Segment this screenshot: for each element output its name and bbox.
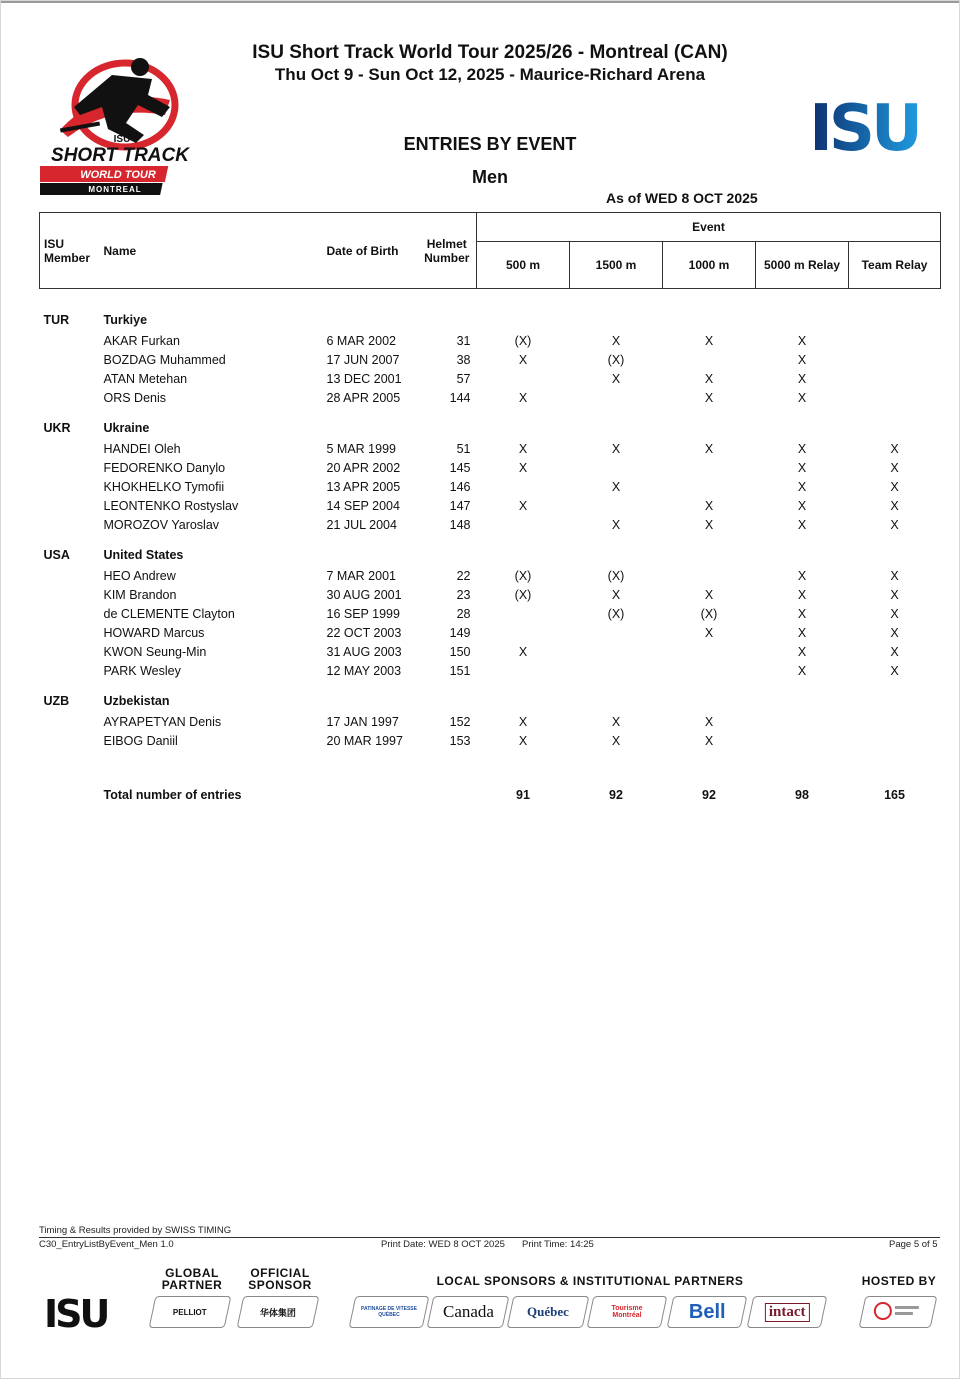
athlete-entry-mark: X	[797, 498, 807, 513]
athlete-helmet: 51	[456, 441, 471, 456]
athlete-dob: 14 SEP 2004	[326, 498, 400, 513]
as-of-date: As of WED 8 OCT 2025	[606, 190, 758, 206]
athlete-entry-mark	[477, 477, 570, 496]
global-partner-label	[150, 1267, 234, 1291]
athlete-dob: 17 JUN 2007	[326, 352, 400, 367]
athlete-name: ORS Denis	[103, 390, 167, 405]
col-event-team-relay: Team Relay	[849, 242, 941, 289]
athlete-helmet: 57	[456, 371, 471, 386]
athlete-row	[40, 642, 941, 661]
athlete-name: EIBOG Daniil	[103, 733, 178, 748]
total-row	[40, 784, 941, 806]
total-value: 98	[795, 788, 809, 802]
athlete-helmet: 28	[456, 606, 471, 621]
footer-divider	[39, 1237, 940, 1238]
athlete-entry-mark: X	[518, 498, 528, 513]
sponsor-tourisme	[587, 1296, 668, 1328]
athlete-dob: 13 DEC 2001	[326, 371, 402, 386]
col-name: Name	[100, 213, 323, 289]
athlete-member-cell	[40, 439, 100, 458]
athlete-entry-mark	[477, 369, 570, 388]
athlete-entry-mark	[663, 477, 756, 496]
athlete-row	[40, 623, 941, 642]
athlete-entry-mark	[756, 731, 849, 750]
athlete-name: BOZDAG Muhammed	[103, 352, 226, 367]
athlete-name: MOROZOV Yaroslav	[103, 517, 220, 532]
local-sponsors-label: LOCAL SPONSORS & INSTITUTIONAL PARTNERS	[436, 1274, 744, 1288]
total-value: 165	[884, 788, 905, 802]
athlete-entry-mark: (X)	[700, 606, 718, 621]
athlete-member-cell	[40, 642, 100, 661]
athlete-entry-mark: X	[704, 625, 714, 640]
athlete-entry-mark	[570, 496, 663, 515]
athlete-entry-mark: X	[797, 606, 807, 621]
athlete-entry-mark: (X)	[607, 606, 625, 621]
athlete-member-cell	[40, 623, 100, 642]
athlete-helmet: 148	[449, 517, 471, 532]
athlete-entry-mark	[570, 661, 663, 680]
spacer-cell	[40, 289, 941, 300]
sponsor-huati	[237, 1296, 320, 1328]
athlete-entry-mark	[570, 388, 663, 407]
sponsor-canada-text: Canada	[442, 1302, 494, 1321]
athlete-entry-mark: X	[797, 663, 807, 678]
athlete-entry-mark: X	[797, 460, 807, 475]
col-isu-member-line1: ISU	[44, 236, 65, 251]
athlete-entry-mark: X	[797, 568, 807, 583]
col-event-group: Event	[477, 213, 941, 242]
nation-row	[40, 299, 941, 331]
athlete-name: AKAR Furkan	[103, 333, 180, 348]
sponsor-patinage-text: PATINAGE DE VITESSE QUÉBEC	[361, 1306, 417, 1318]
athlete-member-cell	[40, 566, 100, 585]
print-date: Print Date: WED 8 OCT 2025	[381, 1239, 505, 1250]
nation-name: Uzbekistan	[103, 694, 170, 708]
athlete-entry-mark: X	[611, 733, 621, 748]
athlete-row	[40, 712, 941, 731]
sponsor-patinage	[349, 1296, 430, 1328]
athlete-helmet: 149	[449, 625, 471, 640]
athlete-row	[40, 496, 941, 515]
footer-isu-logo: ISU	[44, 1292, 108, 1336]
athlete-dob: 7 MAR 2001	[326, 568, 396, 583]
athlete-entry-mark: X	[797, 625, 807, 640]
athlete-entry-mark	[477, 515, 570, 534]
event-dates: Thu Oct 9 - Sun Oct 12, 2025 - Maurice-Richard Arena	[274, 65, 706, 84]
athlete-entry-mark: X	[704, 333, 714, 348]
col-event-1000m: 1000 m	[663, 242, 756, 289]
col-event-500m: 500 m	[477, 242, 570, 289]
athlete-entry-mark: X	[518, 352, 528, 367]
athlete-name: LEONTENKO Rostyslav	[103, 498, 239, 513]
athlete-entry-mark: X	[611, 479, 621, 494]
athlete-entry-mark: (X)	[607, 352, 625, 367]
athlete-name: KWON Seung-Min	[103, 644, 207, 659]
athlete-entry-mark: X	[890, 460, 899, 475]
official-sponsor-line2: SPONSOR	[248, 1278, 312, 1292]
athlete-row	[40, 585, 941, 604]
athlete-dob: 31 AUG 2003	[326, 644, 402, 659]
athlete-entry-mark: (X)	[607, 568, 625, 583]
host-logo	[859, 1296, 938, 1328]
athlete-name: FEDORENKO Danylo	[103, 460, 226, 475]
athlete-helmet: 151	[449, 663, 471, 678]
logo-isu-text: ISU	[113, 134, 131, 145]
athlete-dob: 6 MAR 2002	[326, 333, 396, 348]
entries-table	[39, 212, 941, 806]
sponsor-intact-text: intact	[765, 1303, 810, 1322]
athlete-entry-mark: X	[890, 441, 899, 456]
athlete-row	[40, 731, 941, 750]
athlete-member-cell	[40, 496, 100, 515]
sponsor-bell-text: Bell	[688, 1300, 726, 1323]
entries-body	[40, 289, 941, 807]
sponsor-huati-text: 华体集团	[259, 1307, 296, 1318]
athlete-entry-mark: X	[518, 390, 528, 405]
athlete-dob: 16 SEP 1999	[326, 606, 400, 621]
nation-row	[40, 680, 941, 712]
athlete-dob: 5 MAR 1999	[326, 441, 396, 456]
athlete-row	[40, 566, 941, 585]
athlete-row	[40, 661, 941, 680]
athlete-dob: 13 APR 2005	[326, 479, 401, 494]
athlete-entry-mark	[756, 712, 849, 731]
athlete-row	[40, 388, 941, 407]
athlete-row	[40, 331, 941, 350]
total-value: 91	[516, 788, 530, 802]
global-partner-line2: PARTNER	[161, 1278, 223, 1292]
athlete-entry-mark	[663, 642, 756, 661]
athlete-entry-mark	[663, 661, 756, 680]
sponsor-intact	[747, 1296, 828, 1328]
sponsor-quebec	[507, 1296, 590, 1328]
athlete-entry-mark: X	[611, 333, 621, 348]
athlete-entry-mark: X	[890, 568, 899, 583]
athlete-member-cell	[40, 388, 100, 407]
hosted-by-label: HOSTED BY	[861, 1274, 937, 1288]
athlete-entry-mark: X	[611, 441, 621, 456]
athlete-entry-mark	[663, 350, 756, 369]
total-label: Total number of entries	[103, 788, 242, 802]
athlete-entry-mark: X	[518, 714, 528, 729]
athlete-entry-mark: X	[611, 371, 621, 386]
athlete-entry-mark: X	[704, 587, 714, 602]
athlete-entry-mark: X	[890, 663, 899, 678]
athlete-entry-mark	[570, 458, 663, 477]
athlete-helmet: 38	[456, 352, 471, 367]
athlete-entry-mark: X	[797, 333, 807, 348]
athlete-member-cell	[40, 604, 100, 623]
athlete-entry-mark	[849, 731, 941, 750]
athlete-name: HOWARD Marcus	[103, 625, 205, 640]
athlete-entry-mark: X	[518, 733, 528, 748]
athlete-entry-mark: X	[890, 479, 899, 494]
athlete-member-cell	[40, 350, 100, 369]
athlete-helmet: 31	[456, 333, 471, 348]
col-helmet	[418, 213, 477, 289]
global-partner-line1: GLOBAL	[165, 1266, 219, 1280]
athlete-row	[40, 439, 941, 458]
sponsor-pelliot	[149, 1296, 232, 1328]
athlete-entry-mark	[477, 623, 570, 642]
athlete-entry-mark	[849, 712, 941, 731]
col-helmet-line1: Helmet	[426, 236, 467, 251]
athlete-entry-mark: (X)	[514, 568, 532, 583]
athlete-dob: 17 JAN 1997	[326, 714, 399, 729]
official-sponsor-line1: OFFICIAL	[250, 1266, 310, 1280]
athlete-name: HANDEI Oleh	[103, 441, 181, 456]
athlete-entry-mark	[663, 566, 756, 585]
nation-name: United States	[103, 548, 184, 562]
athlete-row	[40, 604, 941, 623]
athlete-entry-mark	[570, 623, 663, 642]
athlete-entry-mark: X	[518, 644, 528, 659]
athlete-helmet: 153	[449, 733, 471, 748]
athlete-member-cell	[40, 661, 100, 680]
athlete-row	[40, 350, 941, 369]
athlete-name: de CLEMENTE Clayton	[103, 606, 235, 621]
athlete-entry-mark	[849, 388, 941, 407]
athlete-entry-mark: X	[704, 441, 714, 456]
logo-montreal-text: MONTREAL	[88, 185, 142, 194]
col-isu-member	[40, 213, 100, 289]
athlete-dob: 21 JUL 2004	[326, 517, 397, 532]
col-helmet-line2: Number	[424, 250, 470, 265]
official-sponsor-label	[238, 1267, 322, 1291]
nation-code: USA	[43, 548, 70, 562]
athlete-name: AYRAPETYAN Denis	[103, 714, 222, 729]
gap-cell	[40, 750, 941, 784]
col-dob: Date of Birth	[323, 213, 418, 289]
athlete-row	[40, 369, 941, 388]
athlete-member-cell	[40, 585, 100, 604]
total-value: 92	[702, 788, 716, 802]
athlete-entry-mark: X	[890, 644, 899, 659]
athlete-dob: 22 OCT 2003	[326, 625, 402, 640]
col-event-5000m-relay: 5000 m Relay	[756, 242, 849, 289]
athlete-helmet: 147	[449, 498, 471, 513]
athlete-dob: 28 APR 2005	[326, 390, 401, 405]
doc-title: ENTRIES BY EVENT	[403, 134, 577, 154]
athlete-entry-mark	[849, 331, 941, 350]
sponsor-bell	[667, 1296, 748, 1328]
athlete-entry-mark: X	[518, 460, 528, 475]
total-blank-cell	[40, 784, 100, 806]
athlete-dob: 20 MAR 1997	[326, 733, 403, 748]
athlete-entry-mark: (X)	[514, 333, 532, 348]
nation-code: UZB	[43, 694, 70, 708]
athlete-name: KHOKHELKO Tymofii	[103, 479, 225, 494]
athlete-entry-mark: X	[704, 390, 714, 405]
nation-name: Turkiye	[103, 313, 148, 327]
host-flag-icon	[873, 1301, 923, 1324]
athlete-entry-mark: X	[797, 587, 807, 602]
athlete-entry-mark	[570, 642, 663, 661]
logo-short-track-text: SHORT TRACK	[51, 145, 189, 166]
timing-credit: Timing & Results provided by SWISS TIMING	[39, 1225, 232, 1236]
athlete-dob: 12 MAY 2003	[326, 663, 402, 678]
athlete-entry-mark	[849, 369, 941, 388]
isu-logo-text: ISU	[809, 96, 919, 154]
athlete-entry-mark: X	[797, 644, 807, 659]
athlete-entry-mark: X	[890, 517, 899, 532]
athlete-name: ATAN Metehan	[103, 371, 188, 386]
athlete-row	[40, 515, 941, 534]
athlete-name: HEO Andrew	[103, 568, 176, 583]
athlete-entry-mark: (X)	[514, 587, 532, 602]
logo-world-tour-text: WORLD TOUR	[80, 169, 156, 181]
athlete-helmet: 22	[456, 568, 471, 583]
athlete-member-cell	[40, 477, 100, 496]
col-isu-member-line2: Member	[44, 250, 91, 265]
athlete-helmet: 146	[449, 479, 471, 494]
sponsor-tourisme-text: Tourisme Montréal	[611, 1305, 643, 1319]
athlete-entry-mark: X	[797, 479, 807, 494]
athlete-member-cell	[40, 458, 100, 477]
athlete-entry-mark: X	[797, 517, 807, 532]
sponsor-canada	[427, 1296, 510, 1328]
athlete-entry-mark: X	[611, 714, 621, 729]
athlete-entry-mark: X	[704, 733, 714, 748]
athlete-entry-mark	[663, 458, 756, 477]
athlete-name: KIM Brandon	[103, 587, 177, 602]
print-time: Print Time: 14:25	[522, 1239, 594, 1250]
athlete-row	[40, 458, 941, 477]
athlete-entry-mark: X	[704, 517, 714, 532]
athlete-helmet: 144	[449, 390, 471, 405]
athlete-helmet: 152	[449, 714, 471, 729]
spacer-row	[40, 289, 941, 300]
nation-row	[40, 534, 941, 566]
athlete-entry-mark: X	[611, 517, 621, 532]
athlete-helmet: 145	[449, 460, 471, 475]
sponsor-quebec-text: Québec	[527, 1304, 569, 1319]
athlete-entry-mark: X	[797, 371, 807, 386]
athlete-entry-mark: X	[797, 390, 807, 405]
total-value: 92	[609, 788, 623, 802]
athlete-entry-mark: X	[890, 587, 899, 602]
event-title: ISU Short Track World Tour 2025/26 - Montreal (CAN)	[252, 42, 728, 63]
athlete-entry-mark: X	[890, 606, 899, 621]
athlete-entry-mark	[849, 350, 941, 369]
athlete-member-cell	[40, 712, 100, 731]
doc-code: C30_EntryListByEvent_Men 1.0	[39, 1239, 174, 1250]
athlete-entry-mark: X	[704, 498, 714, 513]
athlete-row	[40, 477, 941, 496]
athlete-entry-mark: X	[704, 714, 714, 729]
athlete-entry-mark	[477, 661, 570, 680]
athlete-member-cell	[40, 731, 100, 750]
athlete-entry-mark: X	[611, 587, 621, 602]
athlete-member-cell	[40, 369, 100, 388]
athlete-name: PARK Wesley	[103, 663, 181, 678]
athlete-helmet: 23	[456, 587, 471, 602]
athlete-entry-mark: X	[890, 498, 899, 513]
sponsor-pelliot-text: PELLIOT	[173, 1307, 207, 1317]
athlete-dob: 30 AUG 2001	[326, 587, 402, 602]
gap-row	[40, 750, 941, 784]
athlete-entry-mark: X	[518, 441, 528, 456]
athlete-entry-mark: X	[890, 625, 899, 640]
athlete-entry-mark	[477, 604, 570, 623]
athlete-member-cell	[40, 515, 100, 534]
athlete-entry-mark: X	[704, 371, 714, 386]
gender-title: Men	[472, 167, 508, 187]
nation-code: UKR	[43, 421, 71, 435]
athlete-helmet: 150	[449, 644, 471, 659]
athlete-entry-mark: X	[797, 352, 807, 367]
nation-row	[40, 407, 941, 439]
nation-name: Ukraine	[103, 421, 150, 435]
athlete-dob: 20 APR 2002	[326, 460, 401, 475]
nation-code: TUR	[43, 313, 70, 327]
page-number: Page 5 of 5	[889, 1239, 938, 1250]
athlete-member-cell	[40, 331, 100, 350]
isu-logo	[790, 96, 938, 154]
col-event-1500m: 1500 m	[570, 242, 663, 289]
athlete-entry-mark: X	[797, 441, 807, 456]
